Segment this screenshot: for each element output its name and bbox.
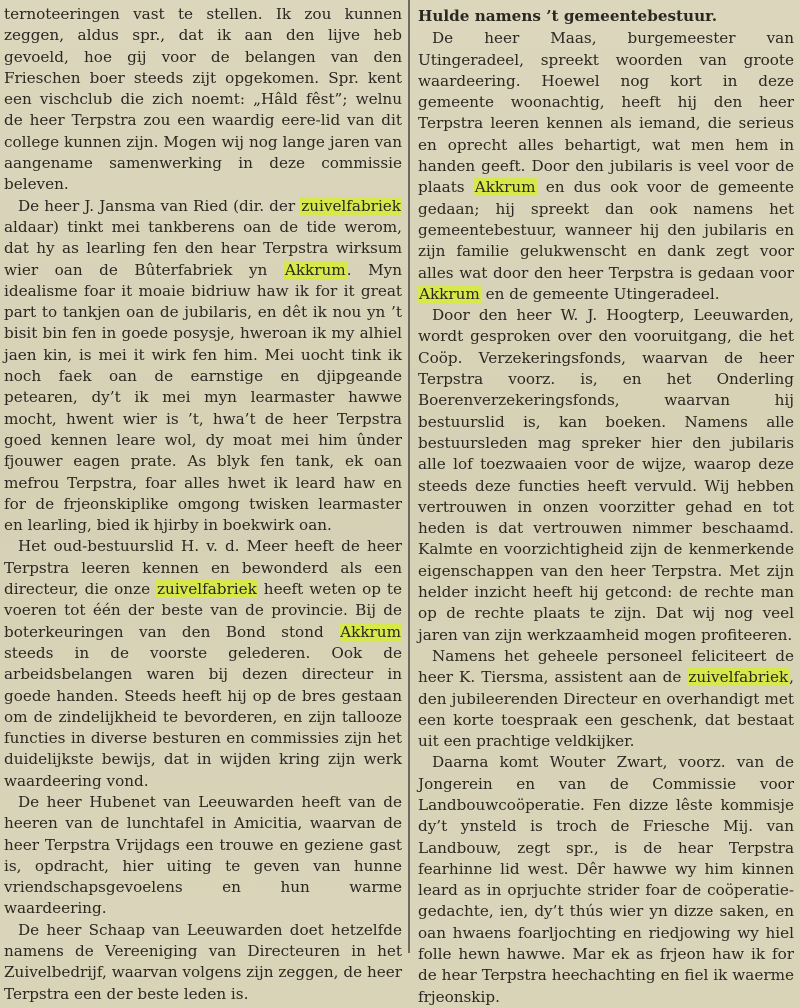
text-run: heeft weten op te voeren tot één der beste van de provincie. Bij de boterkeuringen van den Bond stond	[4, 580, 403, 641]
section-heading: Hulde namens ’t gemeentebestuur.	[418, 7, 718, 25]
left-paragraph-4: De heer Hubenet van Leeuwarden heeft van de heeren van de lunchtafel in Amicitia, waarvan de heer Terpstra Vrijdags een trouwe en geziene gast is, opdracht, hier uiting te geven van hunne vriendschapsgevoelens en hun warme waardeering.	[4, 792, 402, 918]
highlight-akkrum: Akkrum	[474, 178, 536, 197]
right-paragraph-1	[418, 28, 794, 305]
highlight-akkrum: Akkrum	[419, 284, 480, 303]
right-paragraph-4: Daarna komt Wouter Zwart, voorz. van de Jongerein en van de Commissie voor Landbouwcoöperatie. Fen dizze lêste kommisje dy’t ynsteld is troch de Friesche Mij. van Landbouw, zegt spr., is de hear Terpstra fearhinne lid west. Dêr hawwe wy him kinnen leard as in oprjuchte strider foar de coöperatie-gedachte, ien, dy’t thús wier yn dizze saken, en oan hwaens foarljochting en riedjowing wy hiel folle hewn hawwe. Mar ek as frjeon haw ik for de hear Terpstra heechachting en fiel ik waerme frjeonskip.	[418, 753, 794, 1006]
left-paragraph-3	[4, 536, 402, 792]
left-column	[4, 4, 402, 1005]
highlight-akkrum: Akkrum	[284, 260, 346, 279]
text-run: steeds in de voorste gelederen. Ook de arbeidsbelangen waren bij dezen directeur in goede handen. Steeds heeft hij op de bres gestaan om de zindelijkheid te bevorderen, en zijn tallooze functies in diverse besturen en commissies zijn het duidelijkste bewijs, dat in wijden kring zijn werk waardeering vond.	[4, 643, 402, 790]
text-run: . Myn idealisme foar it moaie bidriuw haw ik for it great part to tankjen oan de jubilaris, en dêt ik nou yn ’t bisit bin fen in goede posysje, hweroan ik my alhiel jaen kin, is mei it wirk fen him. Mei uocht tink ik noch faek oan de earnstige en djipgeande petearen, dy’t ik mei myn learmaster hawwe mocht, hwent wier is ’t, hwa’t de heer Terpstra goed kennen leare wol, dy moat mei him ûnder fjouwer eagen prate. As blyk fen tank, ek oan mefrou Terpstra, foar alles hwet ik leard haw en for de frjeonskiplike omgong twisken learmaster en learling, bied ik hjirby in boekwirk oan.	[4, 260, 402, 535]
text-run: , den jubileerenden Directeur en overhandigt met een korte toespraak een geschenk, dat bestaat uit een prachtige veldkijker.	[418, 668, 794, 751]
text-run: Namens het geheele personeel feliciteert de heer K. Tiersma, assistent aan de	[418, 646, 794, 687]
highlight-zuivelfabriek: zuivelfabriek	[301, 196, 401, 215]
right-paragraph-3	[418, 646, 794, 752]
left-paragraph-5: De heer Schaap van Leeuwarden doet hetzelfde namens de Vereeniging van Directeuren in het Zuivelbedrijf, waarvan volgens zijn zeggen, de heer Terpstra een der beste leden is.	[4, 920, 402, 1003]
text-run: en dus ook voor de gemeente gedaan; hij spreekt dan ook namens het gemeentebestuur, wanneer hij den jubilaris en zijn familie gelukwenscht en dank zegt voor alles wat door den heer Terpstra is gedaan voor	[418, 178, 794, 282]
right-column	[418, 4, 794, 1008]
text-run: De heer J. Jansma van Ried (dir. der	[18, 196, 301, 215]
text-run: De heer Maas, burgemeester van Utingeradeel, spreekt woorden van groote waardeering. Hoewel nog kort in deze gemeente woonachtig, heeft hij den heer Terpstra leeren kennen als iemand, die serieus en oprecht alles behartigt, wat men hem in handen geeft. Door den jubilaris is veel voor de plaats	[418, 29, 794, 197]
text-run: en de gemeente Utingeradeel.	[480, 284, 720, 303]
column-divider	[408, 0, 410, 953]
highlight-zuivelfabriek: zuivelfabriek	[688, 668, 789, 687]
highlight-zuivelfabriek: zuivelfabriek	[157, 580, 257, 599]
highlight-akkrum: Akkrum	[340, 622, 401, 641]
right-paragraph-2: Door den heer W. J. Hoogterp, Leeuwarden, wordt gesproken over den vooruitgang, die het Coöp. Verzekeringsfonds, waarvan de heer Terpstra voorz. is, en het Onderling Boerenverzekeringsfonds, waarvan hij bestuurslid is, kan boeken. Namens alle bestuursleden mag spreker hier den jubilaris alle lof toezwaaien voor de wijze, waarop deze steeds deze functies heeft vervuld. Wij hebben vertrouwen in onzen voorzitter gehad en tot heden is dat vertrouwen nimmer beschaamd. Kalmte en voorzichtigheid zijn de kenmerkende eigenschappen van den heer Terpstra. Met zijn helder inzicht heeft hij getcond: de rechte man op de rechte plaats te zijn. Dat wij nog veel jaren van zijn werkzaamheid mogen profiteeren.	[418, 306, 794, 644]
text-run: Het oud-bestuurslid H. v. d. Meer heeft de heer Terpstra leeren kennen en bewonderd als een directeur, die onze	[4, 537, 402, 599]
left-paragraph-1: ternoteeringen vast te stellen. Ik zou kunnen zeggen, aldus spr., dat ik aan den lijve heb gevoeld, hoe gij voor de belangen van den Frieschen boer steeds zijt opgekomen. Spr. kent een vischclub die zich noemt: „Hâld fêst”; welnu de heer Terpstra zou een waardig eere-lid van dit college kunnen zijn. Mogen wij nog lange jaren van aangename samenwerking in deze commissie beleven.	[4, 5, 402, 194]
left-paragraph-2	[4, 196, 402, 537]
text-run: aldaar) tinkt mei tankberens oan de tide werom, dat hy as learling fen den hear Terpstra wirksum wier oan de Bûterfabriek yn	[4, 217, 402, 279]
